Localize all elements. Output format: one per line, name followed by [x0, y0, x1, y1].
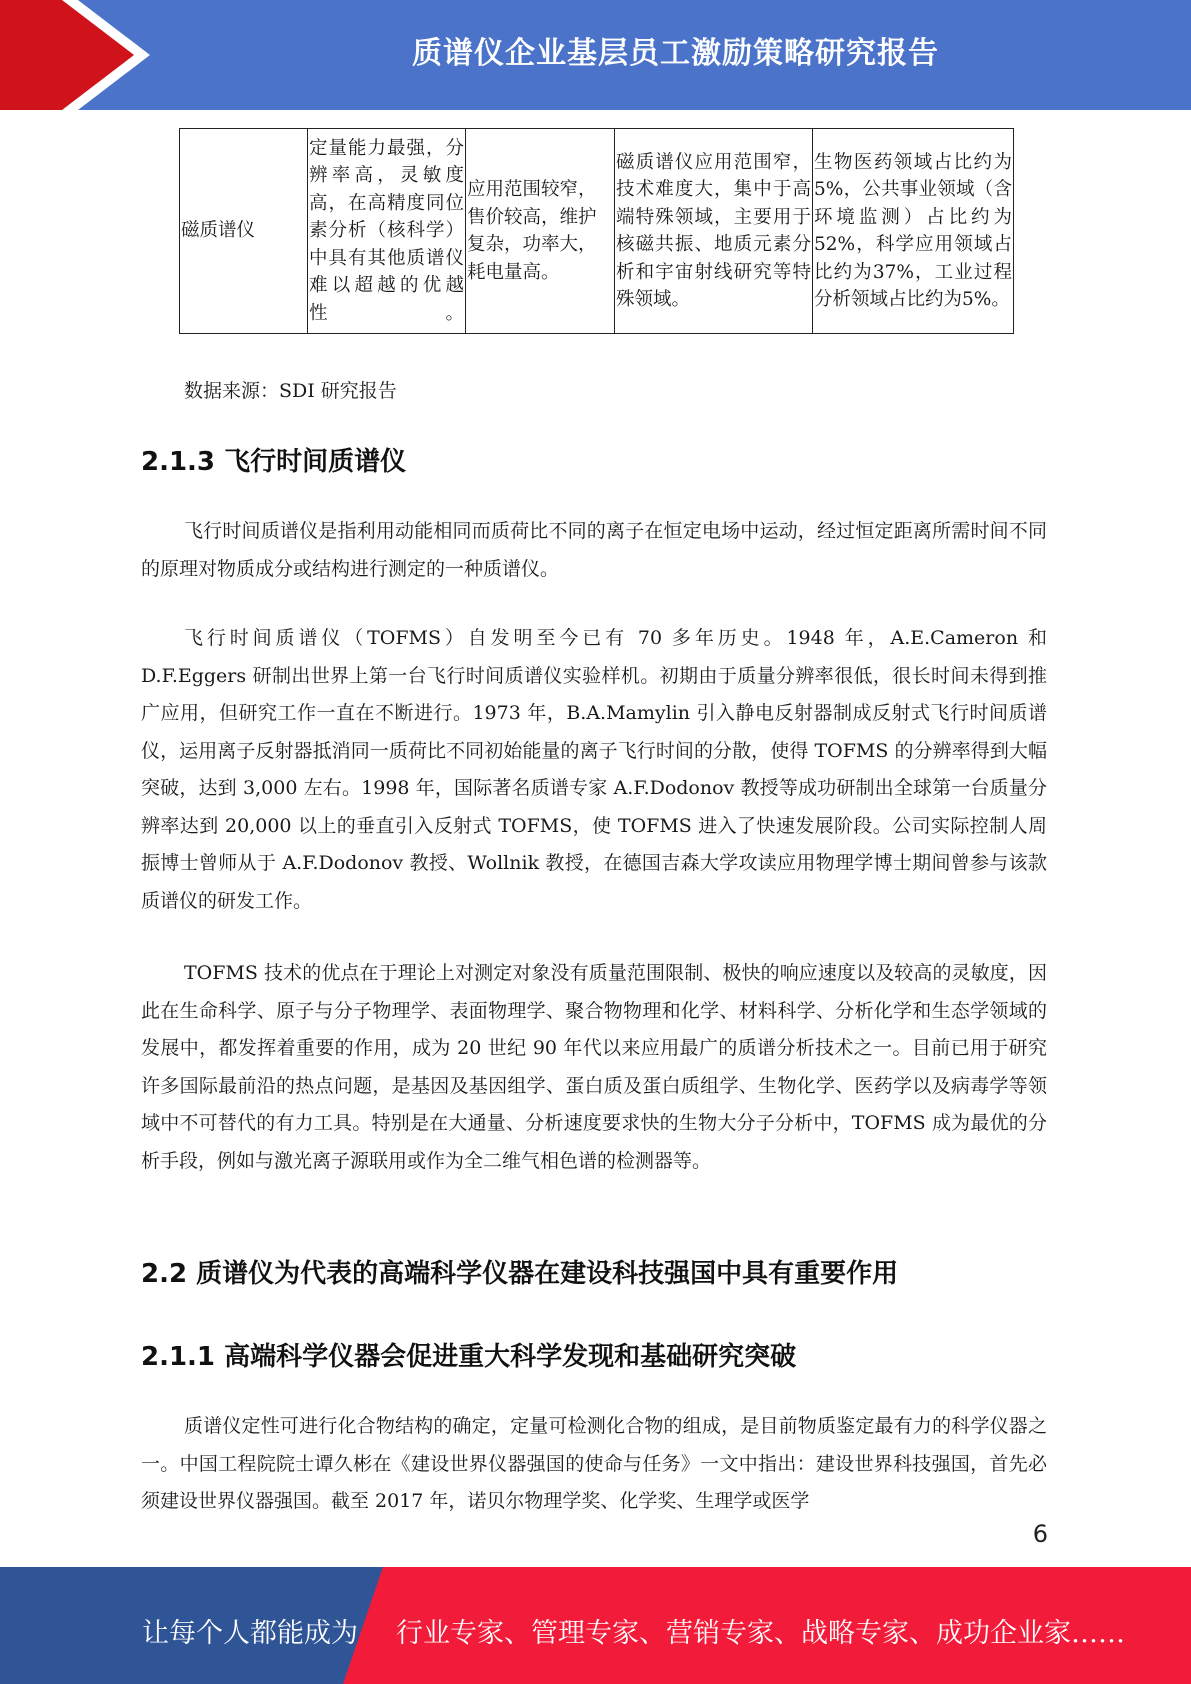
section-heading-2-1-3: 2.1.3 飞行时间质谱仪	[141, 447, 407, 477]
footer-slogan-left: 让每个人都能成为	[142, 1618, 358, 1649]
section-heading-2-1-1: 2.1.1 高端科学仪器会促进重大科学发现和基础研究突破	[141, 1342, 797, 1372]
cell-application: 磁质谱仪应用范围窄，技术难度大，集中于高端特殊领域，主要用于核磁共振、地质元素分析和宇宙射线研究等特殊领域。	[615, 129, 813, 334]
cell-type: 磁质谱仪	[180, 129, 308, 334]
page-footer	[0, 1567, 1191, 1684]
page-header	[0, 0, 1191, 110]
paragraph-tofms-advantages: TOFMS 技术的优点在于理论上对测定对象没有质量范围限制、极快的响应速度以及较高的灵敏度，因此在生命科学、原子与分子物理学、表面物理学、聚合物物理和化学、材料科学、分析化学和生态学领域的发展中，都发挥着重要的作用，成为 20 世纪 90 年代以来应用最广的质谱分析技术之一。目前已用于研究许多国际最前沿的热点问题，是基因及基因组学、蛋白质及蛋白质组学、生物化学、医药学以及病毒学等领域中不可替代的有力工具。特别是在大通量、分析速度要求快的生物大分子分析中，TOFMS 成为最优的分析手段，例如与激光离子源联用或作为全二维气相色谱的检测器等。	[141, 962, 1047, 1172]
footer-slogan-right: 行业专家、管理专家、营销专家、战略专家、成功企业家……	[396, 1618, 1125, 1649]
report-title: 质谱仪企业基层员工激励策略研究报告	[412, 36, 939, 71]
page-number: 6	[1032, 1520, 1048, 1548]
header-chevron-icon	[0, 0, 134, 110]
cell-disadvantages: 应用范围较窄，售价较高，维护复杂，功率大，耗电量高。	[466, 129, 615, 334]
mass-spec-comparison-table	[179, 128, 1014, 334]
table-row	[180, 129, 1014, 334]
paragraph-high-end-instruments: 质谱仪定性可进行化合物结构的确定，定量可检测化合物的组成，是目前物质鉴定最有力的科学仪器之一。中国工程院院士谭久彬在《建设世界仪器强国的使命与任务》一文中指出：建设世界科技强国，首先必须建设世界仪器强国。截至 2017 年，诺贝尔物理学奖、化学奖、生理学或医学	[141, 1415, 1047, 1512]
cell-advantages: 定量能力最强，分辨率高，灵敏度高，在高精度同位素分析（核科学）中具有其他质谱仪难以超越的优越性。	[308, 129, 466, 334]
data-source-note: 数据来源：SDI 研究报告	[184, 380, 397, 402]
section-heading-2-2: 2.2 质谱仪为代表的高端科学仪器在建设科技强国中具有重要作用	[141, 1259, 899, 1289]
cell-market-share: 生物医药领域占比约为5%，公共事业领域（含环境监测）占比约为52%，科学应用领域占比约为37%，工业过程分析领域占比约为5%。	[813, 129, 1014, 334]
paragraph-tofms-history: 飞行时间质谱仪（TOFMS）自发明至今已有 70 多年历史。1948 年，A.E.Cameron 和 D.F.Eggers 研制出世界上第一台飞行时间质谱仪实验样机。初期由于质量分辨率很低，很长时间未得到推广应用，但研究工作一直在不断进行。1973 年，B.A.Mamylin 引入静电反射器制成反射式飞行时间质谱仪，运用离子反射器抵消同一质荷比不同初始能量的离子飞行时间的分散，使得 TOFMS 的分辨率得到大幅突破，达到 3,000 左右。1998 年，国际著名质谱专家 A.F.Dodonov 教授等成功研制出全球第一台质量分辨率达到 20,000 以上的垂直引入反射式 TOFMS，使 TOFMS 进入了快速发展阶段。公司实际控制人周振博士曾师从于 A.F.Dodonov 教授、Wollnik 教授，在德国吉森大学攻读应用物理学博士期间曾参与该款质谱仪的研发工作。	[141, 627, 1047, 912]
paragraph-tofms-definition: 飞行时间质谱仪是指利用动能相同而质荷比不同的离子在恒定电场中运动，经过恒定距离所需时间不同的原理对物质成分或结构进行测定的一种质谱仪。	[141, 520, 1047, 580]
